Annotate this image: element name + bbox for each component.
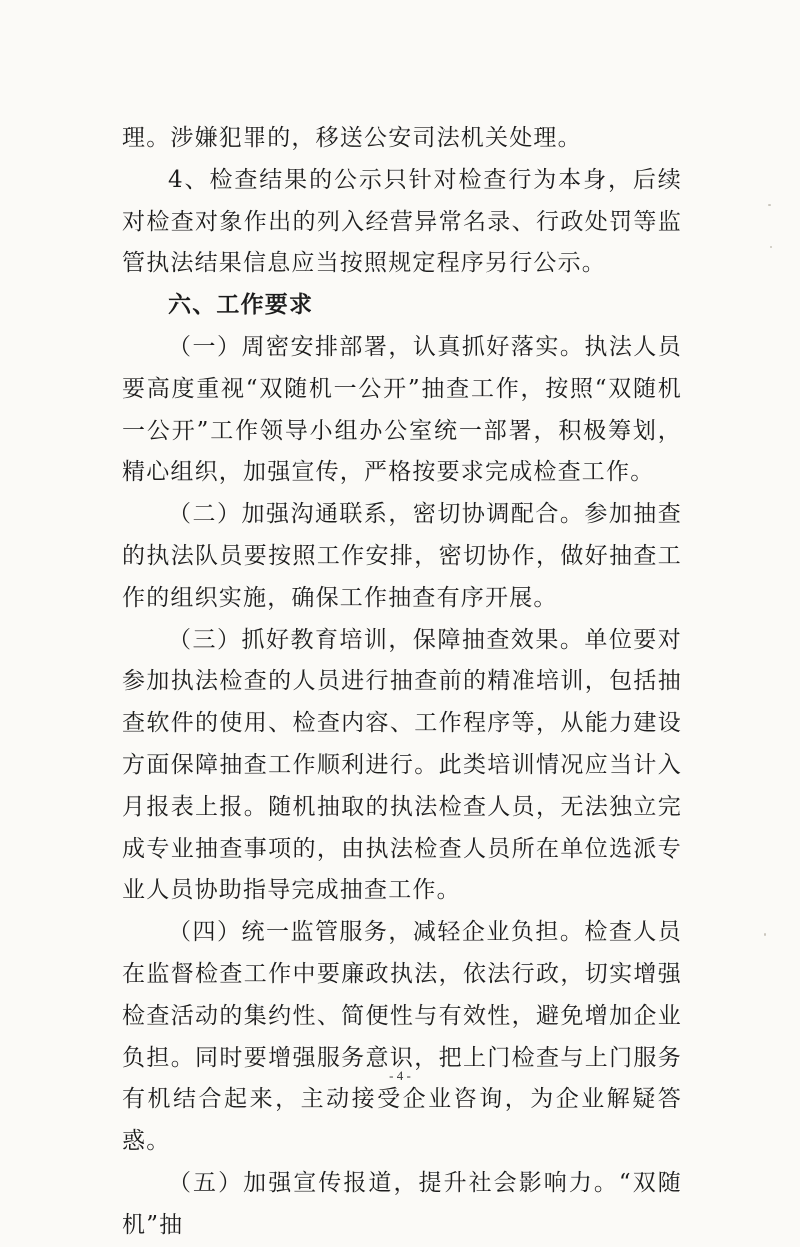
paragraph-item-4: 4、检查结果的公示只针对检查行为本身，后续对检查对象作出的列入经营异常名录、行政处罚等监管执法结果信息应当按照规定程序另行公示。 [122,166,682,277]
scan-speck [768,204,771,206]
paragraph-requirement-1: （一）周密安排部署，认真抓好落实。执法人员要高度重视“双随机一公开”抽查工作，按照“双随机一公开”工作领导小组办公室统一部署，积极筹划，精心组织，加强宣传，严格按要求完成检查工作。 [122,333,682,486]
paragraph-continuation: 理。涉嫌犯罪的，移送公安司法机关处理。 [122,125,582,151]
scan-speck [764,933,766,936]
paragraph-requirement-5: （五）加强宣传报道，提升社会影响力。“双随机”抽 [122,1169,682,1238]
paragraph-requirement-2: （二）加强沟通联系，密切协调配合。参加抽查的执法队员要按照工作安排，密切协作，做好抽查工作的组织实施，确保工作抽查有序开展。 [122,501,682,611]
paragraph-requirement-3: （三）抓好教育培训，保障抽查效果。单位要对参加执法检查的人员进行抽查前的精准培训，包括抽查软件的使用、检查内容、工作程序等，从能力建设方面保障抽查工作顺利进行。此类培训情况应当计入月报表上报。随机抽取的执法检查人员，无法独立完成专业抽查事项的，由执法检查人员所在单位选派专业人员协助指导完成抽查工作。 [122,626,682,904]
page-number: - 4 - [389,1068,411,1083]
scan-speck [770,246,772,248]
paragraph-requirement-4: （四）统一监管服务，减轻企业负担。检查人员在监督检查工作中要廉政执法，依法行政，切实增强检查活动的集约性、简便性与有效性，避免增加企业负担。同时要增强服务意识，把上门检查与上门服务有机结合起来，主动接受企业咨询，为企业解疑答惑。 [122,919,682,1155]
section-heading: 六、工作要求 [168,292,314,319]
